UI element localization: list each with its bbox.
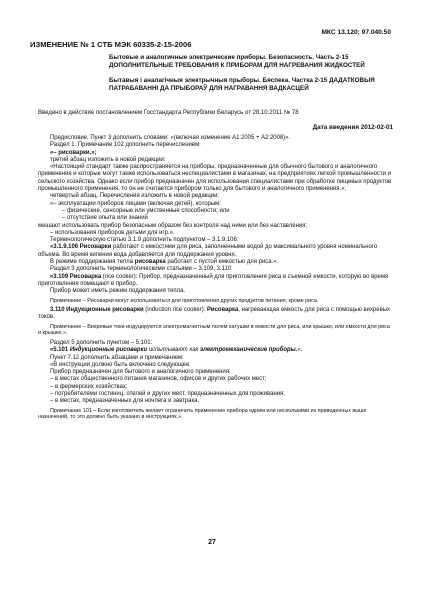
paragraph: Терминологическую статью 3.1.9 дополнить подпунктом – 3.1.9.106: [50, 237, 239, 244]
paragraph: В режиме поддержания тепла рисоварка работает с пустой емкостью для риса.». [50, 259, 279, 266]
term: 3.110 Индукционные рисоварки [50, 307, 144, 314]
paragraph: Прибор может иметь режим поддержания тепла. [50, 288, 186, 295]
paragraph: Предисловие. Пункт 3 дополнить словами: «(включая изменение А1:2005 + А2:2008)». [50, 135, 291, 141]
paragraph: «3.1.9.106 Рисоварки работают с емкостями для риса, заполненными водой до максимального уровня номинального объема. Во время кипения вода добавляется для поддержания уровня. [38, 244, 378, 258]
paragraph: четвертый абзац. Перечисления изложить в новой редакции: [50, 193, 220, 200]
paragraph: «3.109 Рисоварка (rice cooker): Прибор, предназначенный для приготовления риса в съемной емкости, которую во время приготовления помещают в прибор. [38, 273, 389, 287]
list-item: – потребителями гостиниц, отелей и других мест, предназначенных для проживания; [50, 390, 285, 397]
paragraph: «Настоящий стандарт также распространяется на приборы, предназначенные для обычного бытового и аналогичного применения и которые могут также использоваться неспециалистами в магазинах, на предприятиях легкой промышленности и сельского хозяйства. Однако если прибор предназначен для использования специалистами при обработке пищевых продуктов промышленного применения, то он не считается прибором только для бытового и аналогичного применения.»; [38, 164, 392, 193]
classification-code: МКС 13.120; 97.040.50 [321, 29, 391, 36]
paragraph: Раздел 3 дополнить терминологическими статьями – 3.109, 3.110: [50, 266, 233, 273]
paragraph: «– рисоварки.»; [50, 149, 97, 156]
term: «3.109 Рисоварка [50, 273, 102, 280]
document-title: ИЗМЕНЕНИЕ № 1 СТБ МЭК 60335-2-15-2006 [30, 40, 192, 49]
subtitle-russian: Бытовые и аналогичные электрические приборы. Безопасность. Часть 2-15 ДОПОЛНИТЕЛЬНЫЕ ТРЕБОВАНИЯ К ПРИБОРАМ ДЛЯ НАГРЕВАНИЯ ЖИДКОСТЕЙ [109, 54, 365, 70]
list-item: «– эксплуатации приборов лицами (включая детей), которым: [50, 200, 221, 207]
list-item: – использования приборов детьми для игр.». [50, 229, 175, 236]
term: Рисоварка [206, 307, 239, 314]
list-item: – в фермерских хозяйствах; [50, 383, 128, 390]
subtitles-block [109, 54, 399, 100]
term: рисоварка [133, 259, 166, 266]
note: Примечание – Вихревые токи индуцируются электромагнитным полем катушки в емкости для риса, или крышке, или емкости для риса и крышке.». [38, 323, 390, 337]
paragraph: Раздел 5 дополнить пунктом – 5.101: [50, 339, 153, 346]
list-item: – физические, сенсорные или умственные способности; или [62, 207, 230, 214]
note: Примечание 101 – Если изготовитель желает ограничить применение прибора одним или несколькими из приведенных выше назначений, то это должно быть указано в инструкциях.». [38, 407, 367, 421]
paragraph: Пункт 7.12 дополнить абзацами и примечанием: [50, 354, 184, 361]
enactment-note: Введено в действие постановлением Госстандарта Республики Беларусь от 28.10.2011 № 78 [38, 110, 299, 116]
effective-date: Дата введения 2012-02-01 [312, 124, 393, 131]
document-body [38, 135, 394, 424]
paragraph: Прибор предназначен для бытового и аналогичного применения: [50, 369, 231, 376]
page-number: 27 [208, 539, 216, 546]
paragraph: «5.101 Индукционные рисоварки испытывают как электромеханические приборы.». [50, 347, 303, 354]
paragraph: 3.110 Индукционные рисоварки (induction rice cooker): Рисоварка, нагревающая емкость для риса с помощью вихревых токов. [38, 307, 390, 321]
paragraph: «В инструкции должно быть включено следующее. [50, 361, 191, 368]
term: «3.1.9.106 Рисоварки [50, 244, 112, 251]
note: Примечание – Рисоварки могут использоваться для приготовления других продуктов питания, кроме риса. [50, 297, 319, 304]
list-item: – в местах, предназначенных для ночлега и завтрака. [50, 398, 200, 405]
list-item: – отсутствие опыта или знаний [62, 215, 148, 222]
subtitle-belarusian: Бытавыя і аналагічныя электрычныя прыборы. Бяспека. Частка 2-15 ДАДАТКОВЫЯ ПАТРАБАВАННІ ДА ПРЫБОРАЎ ДЛЯ НАГРАВАННЯ ВАДКАСЦЕЙ [109, 76, 375, 93]
paragraph: мешают использовать прибор безопасным образом без контроля над ними или без наставления; [38, 222, 308, 229]
paragraph: Раздел 1. Примечание 102 дополнить перечислением: [50, 142, 201, 149]
list-item: – в местах общественного питания магазинов, офисов и других рабочих мест; [50, 376, 267, 383]
paragraph: третий абзац изложить в новой редакции: [50, 156, 166, 163]
